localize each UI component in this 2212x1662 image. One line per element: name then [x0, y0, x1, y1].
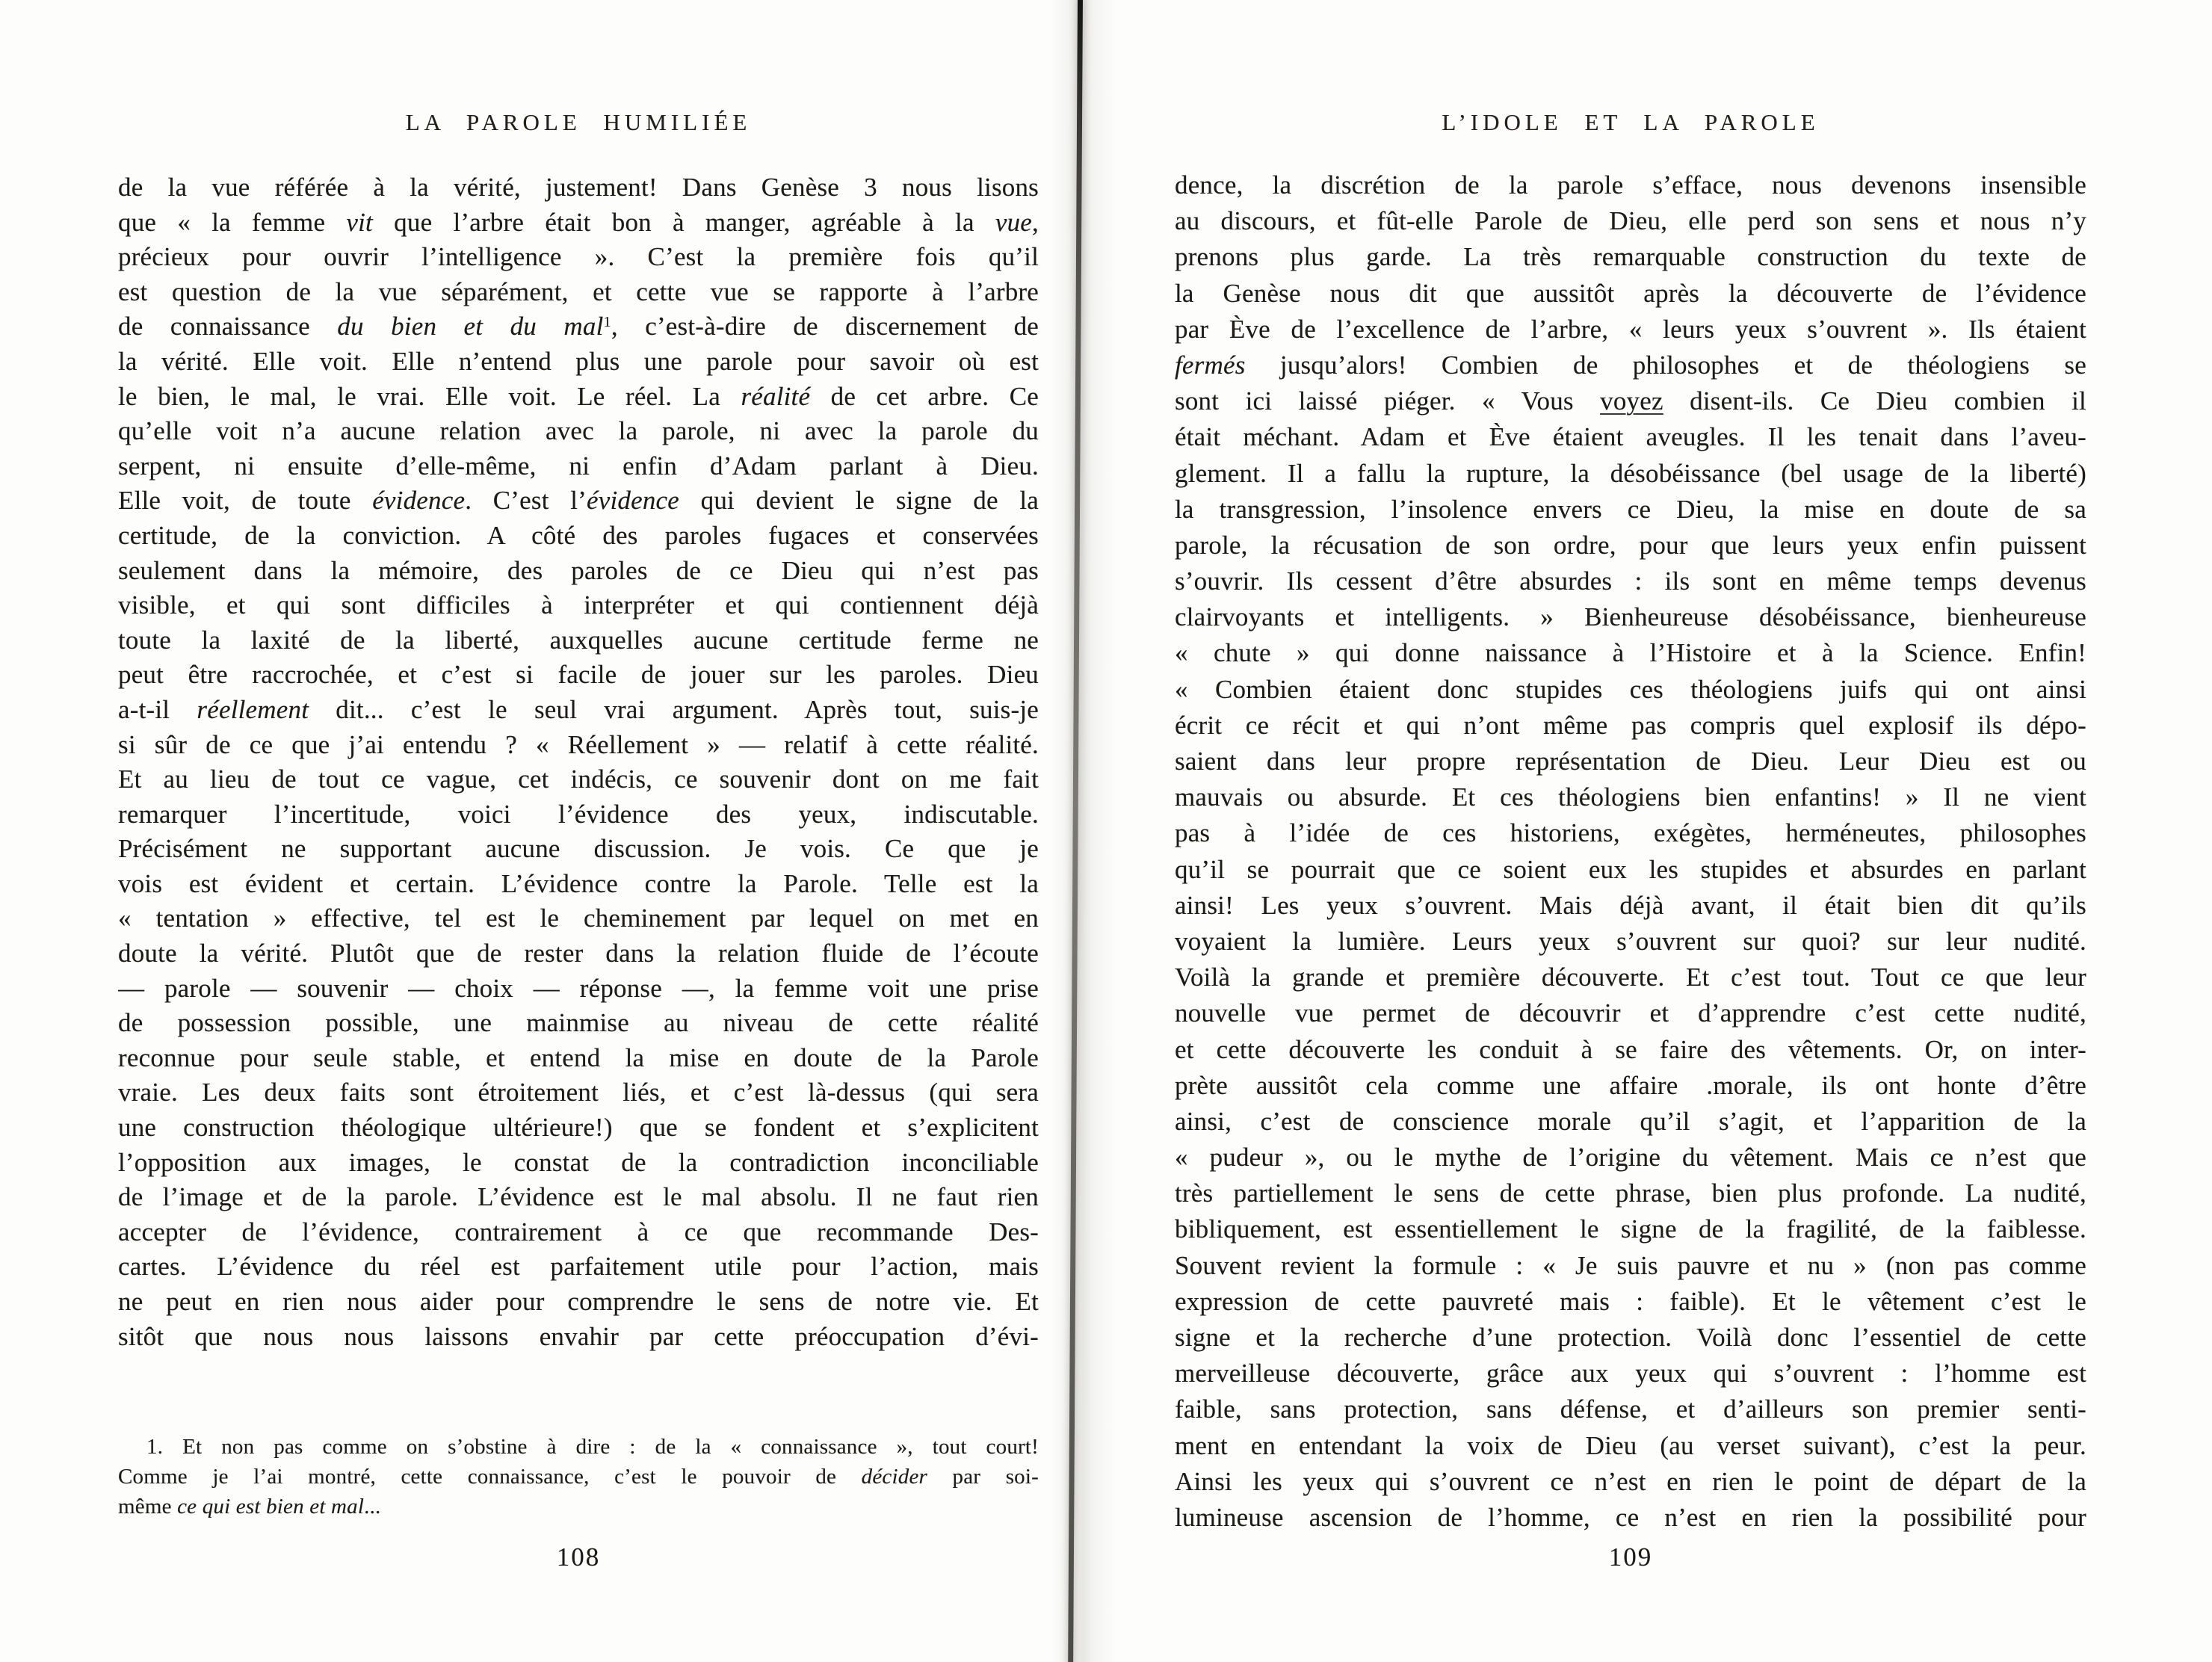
text-line: Ainsi les yeux qui s’ouvrent ce n’est en rien le point de départ de la [1175, 1466, 2086, 1496]
text-line: « Combien étaient donc stupides ces théologiens juifs qui ont ainsi [1175, 674, 2086, 704]
text-line: de l’image et de la parole. L’évidence est le mal absolu. Il ne faut rien [118, 1182, 1039, 1212]
text-line: nouvelle vue permet de découvrir et d’apprendre c’est cette nudité, [1175, 998, 2086, 1028]
text-line: vraie. Les deux faits sont étroitement liés, et c’est là-dessus (qui sera [118, 1078, 1039, 1108]
text-line: sitôt que nous nous laissons envahir par cette préoccupation d’évi- [118, 1321, 1039, 1351]
text-line: le bien, le mal, le vrai. Elle voit. Le réel. La réalité de cet arbre. Ce [118, 381, 1039, 411]
text-line: certitude, de la conviction. A côté des paroles fugaces et conservées [118, 520, 1039, 550]
text-line: remarquer l’incertitude, voici l’évidence des yeux, indiscutable. [118, 799, 1039, 829]
text-line: lumineuse ascension de l’homme, ce n’est en rien la possibilité pour [1175, 1502, 2086, 1532]
text-line: et cette découverte les conduit à se faire des vêtements. Or, on inter- [1175, 1034, 2086, 1064]
text-line: la Genèse nous dit que aussitôt après la découverte de l’évidence [1175, 278, 2086, 308]
text-line: de connaissance du bien et du mal$^1$, c’est-à-dire de discernement de [118, 312, 1039, 342]
text-line: « pudeur », ou le mythe de l’origine du vêtement. Mais ce n’est que [1175, 1143, 2086, 1173]
text-line: glement. Il a fallu la rupture, la désobéissance (bel usage de la liberté) [1175, 458, 2086, 488]
left-page [118, 0, 1039, 1662]
text-line: ainsi! Les yeux s’ouvrent. Mais déjà avant, il était bien dit qu’ils [1175, 890, 2086, 920]
text-line: serpent, ni ensuite d’elle-même, ni enfin d’Adam parlant à Dieu. [118, 451, 1039, 481]
text-line: est question de la vue séparément, et cette vue se rapporte à l’arbre [118, 277, 1039, 306]
text-line: de la vue référée à la vérité, justement! Dans Genèse 3 nous lisons [118, 173, 1039, 202]
text-line: bibliquement, est essentiellement le signe de la fragilité, de la faiblesse. [1175, 1214, 2086, 1244]
text-line: qu’elle voit n’a aucune relation avec la parole, ni avec la parole du [118, 416, 1039, 446]
text-line: Précisément ne supportant aucune discussion. Je vois. Ce que je [118, 834, 1039, 864]
text-line: Souvent revient la formule : « Je suis pauvre et nu » (non pas comme [1175, 1250, 2086, 1280]
text-line: signe et la recherche d’une protection. Voilà donc l’essentiel de cette [1175, 1323, 2086, 1352]
text-line: visible, et qui sont difficiles à interpréter et qui contiennent déjà [118, 590, 1039, 620]
text-line: l’opposition aux images, le constat de la contradiction inconciliable [118, 1147, 1039, 1177]
right-running-head: L’IDOLE ET LA PAROLE [1442, 109, 1820, 135]
text-line: une construction théologique ultérieure!) que se fondent et s’explicitent [118, 1113, 1039, 1143]
text-line: Voilà la grande et première découverte. Et c’est tout. Tout ce que leur [1175, 963, 2086, 992]
text-line: « tentation » effective, tel est le cheminement par lequel on met en [118, 903, 1039, 933]
text-line: vois est évident et certain. L’évidence contre la Parole. Telle est la [118, 868, 1039, 898]
text-line: saient dans leur propre représentation de Dieu. Leur Dieu est ou [1175, 747, 2086, 776]
text-line: seulement dans la mémoire, des paroles de ce Dieu qui n’est pas [118, 555, 1039, 585]
left-running-head: LA PAROLE HUMILIÉE [405, 109, 752, 135]
text-line: très partiellement le sens de cette phrase, bien plus profonde. La nudité, [1175, 1178, 2086, 1208]
text-line: ainsi, c’est de conscience morale qu’il s’agit, et l’apparition de la [1175, 1106, 2086, 1136]
text-line: mauvais ou absurde. Et ces théologiens bien enfantins! » Il ne vient [1175, 782, 2086, 812]
text-line: dence, la discrétion de la parole s’efface, nous devenons insensible [1175, 170, 2086, 200]
text-line: sont ici laissé piéger. « Vous voyez disent-ils. Ce Dieu combien il [1175, 386, 2086, 416]
text-line: la vérité. Elle voit. Elle n’entend plus une parole pour savoir où est [118, 346, 1039, 376]
text-line: par Ève de l’excellence de l’arbre, « leurs yeux s’ouvrent ». Ils étaient [1175, 314, 2086, 344]
text-line: écrit ce récit et qui n’ont même pas compris quel explosif ils dépo- [1175, 710, 2086, 740]
left-page-body-text [118, 170, 1039, 1354]
text-line: Comme je l’ai montré, cette connaissance, c’est le pouvoir de décider par soi- [118, 1465, 1039, 1489]
text-line: la transgression, l’insolence envers ce Dieu, la mise en doute de sa [1175, 494, 2086, 524]
text-line: pas à l’idée de ces historiens, exégètes, herméneutes, philosophes [1175, 818, 2086, 848]
text-line: « chute » qui donne naissance à l’Histoire et à la Science. Enfin! [1175, 638, 2086, 668]
text-line: doute la vérité. Plutôt que de rester dans la relation fluide de l’écoute [118, 939, 1039, 969]
text-line: prenons plus garde. La très remarquable construction du texte de [1175, 242, 2086, 272]
text-line: ment en entendant la voix de Dieu (au verset suivant), c’est la peur. [1175, 1430, 2086, 1460]
text-line: précieux pour ouvrir l’intelligence ». C’est la première fois qu’il [118, 242, 1039, 272]
text-line: qu’il se pourrait que ce soient eux les stupides et absurdes en parlant [1175, 854, 2086, 884]
right-page-number: 109 [1608, 1542, 1653, 1572]
text-line: même ce qui est bien et mal... [118, 1495, 381, 1519]
text-line: Elle voit, de toute évidence. C’est l’évidence qui devient le signe de la [118, 486, 1039, 516]
text-line: Et au lieu de tout ce vague, cet indécis, ce souvenir dont on me fait [118, 764, 1039, 794]
text-line: faible, sans protection, sans défense, et d’ailleurs son premier senti- [1175, 1394, 2086, 1424]
left-page-footnote [118, 1432, 1039, 1522]
text-line: — parole — souvenir — choix — réponse —, la femme voit une prise [118, 973, 1039, 1003]
text-line: peut être raccrochée, et c’est si facile de jouer sur les paroles. Dieu [118, 660, 1039, 690]
text-line: s’ouvrir. Ils cessent d’être absurdes : ils sont en même temps devenus [1175, 566, 2086, 596]
text-line: toute la laxité de la liberté, auxquelles aucune certitude ferme ne [118, 625, 1039, 655]
text-line: parole, la récusation de son ordre, pour que leurs yeux enfin puissent [1175, 530, 2086, 560]
text-line: que « la femme vit que l’arbre était bon à manger, agréable à la vue, [118, 207, 1039, 237]
text-line: a-t-il réellement dit... c’est le seul vrai argument. Après tout, suis-je [118, 694, 1039, 724]
right-page [1175, 0, 2086, 1662]
text-line: accepter de l’évidence, contrairement à ce que recommande Des- [118, 1217, 1039, 1246]
binding-gutter-smudge [1051, 0, 1116, 1662]
text-line: merveilleuse découverte, grâce aux yeux qui s’ouvrent : l’homme est [1175, 1359, 2086, 1388]
text-line: clairvoyants et intelligents. » Bienheureuse désobéissance, bienheureuse [1175, 602, 2086, 632]
left-page-number: 108 [556, 1542, 601, 1572]
text-line: 1. Et non pas comme on s’obstine à dire : de la « connaissance », tout court! [146, 1435, 1039, 1459]
text-line: au discours, et fût-elle Parole de Dieu, elle perd son sens et nous n’y [1175, 206, 2086, 236]
text-line: de possession possible, une mainmise au niveau de cette réalité [118, 1008, 1039, 1038]
right-page-body-text [1175, 167, 2086, 1536]
text-line: cartes. L’évidence du réel est parfaitement utile pour l’action, mais [118, 1252, 1039, 1282]
text-line: fermés jusqu’alors! Combien de philosophes et de théologiens se [1175, 350, 2086, 380]
text-line: si sûr de ce que j’ai entendu ? « Réellement » — relatif à cette réalité. [118, 729, 1039, 759]
text-line: était méchant. Adam et Ève étaient aveugles. Il les tenait dans l’aveu- [1175, 422, 2086, 452]
text-line: expression de cette pauvreté mais : faible). Et le vêtement c’est le [1175, 1286, 2086, 1316]
text-line: prète aussitôt cela comme une affaire .morale, ils ont honte d’être [1175, 1070, 2086, 1100]
text-line: ne peut en rien nous aider pour comprendre le sens de notre vie. Et [118, 1287, 1039, 1316]
text-line: voyaient la lumière. Leurs yeux s’ouvrent sur quoi? sur leur nudité. [1175, 926, 2086, 956]
text-line: reconnue pour seule stable, et entend la mise en doute de la Parole [118, 1042, 1039, 1072]
